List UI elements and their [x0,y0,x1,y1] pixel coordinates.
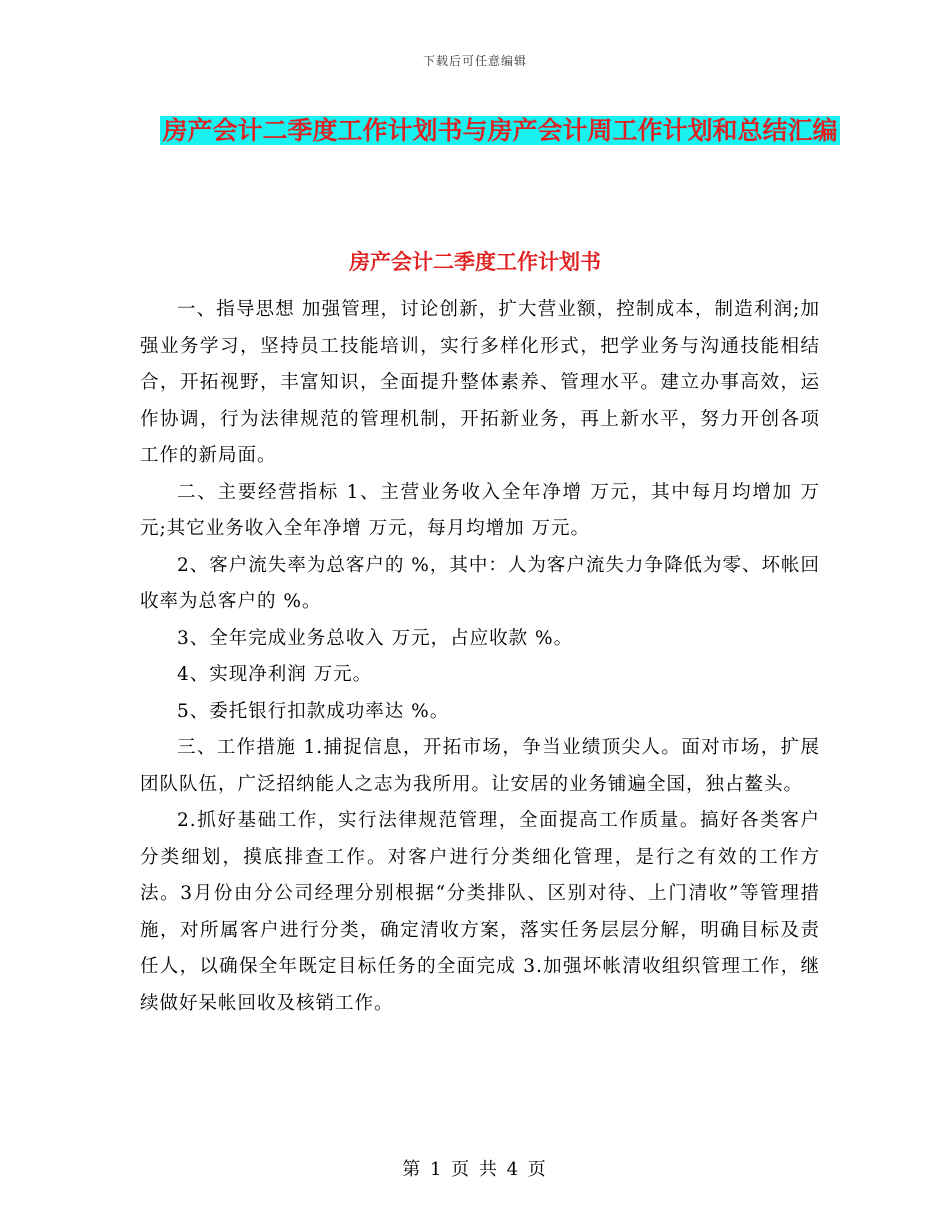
paragraph: 2、客户流失率为总客户的 %，其中：人为客户流失力争降低为零、坏帐回收率为总客户的 %。 [140,554,820,612]
paragraph: 2.抓好基础工作，实行法律规范管理，全面提高工作质量。搞好各类客户分类细划，摸底排查工作。对客户进行分类细化管理，是行之有效的工作方法。3月份由分公司经理分别根据“分类排队、区别对待、上门清收”等管理措施，对所属客户进行分类，确定清收方案，落实任务层层分解，明确目标及责任人，以确保全年既定目标任务的全面完成 3.加强坏帐清收组织管理工作，继续做好呆帐回收及核销工作。 [140,810,820,1014]
paragraph: 5、委托银行扣款成功率达 %。 [177,700,450,722]
paragraph: 4、实现净利润 万元。 [177,664,373,685]
paragraph: 三、工作措施 1.捕捉信息，开拓市场，争当业绩顶尖人。面对市场，扩展团队队伍，广泛招纳能人之志为我所用。让安居的业务铺遍全国，独占鳌头。 [140,737,820,795]
page-header-note: 下载后可任意编辑 [422,54,527,68]
paragraph: 一、指导思想 加强管理，讨论创新，扩大营业额，控制成本，制造利润;加强业务学习，坚持员工技能培训，实行多样化形式，把学业务与沟通技能相结合，开拓视野，丰富知识，全面提升整体素养、管理水平。建立办事高效，运作协调，行为法律规范的管理机制，开拓新业务，再上新水平，努力开创各项工作的新局面。 [140,299,820,466]
page-footer: 第 1 页 共 4 页 [402,1159,548,1180]
section-title: 房产会计二季度工作计划书 [349,250,601,274]
document-title [140,110,860,152]
paragraph: 3、全年完成业务总收入 万元，占应收款 %。 [177,627,574,649]
paragraph: 二、主要经营指标 1、主营业务收入全年净增 万元，其中每月均增加 万元;其它业务收入全年净增 万元，每月均增加 万元。 [140,481,820,539]
document-body [140,292,820,1022]
document-title-text: 房产会计二季度工作计划书与房产会计周工作计划和总结汇编 [162,116,838,145]
